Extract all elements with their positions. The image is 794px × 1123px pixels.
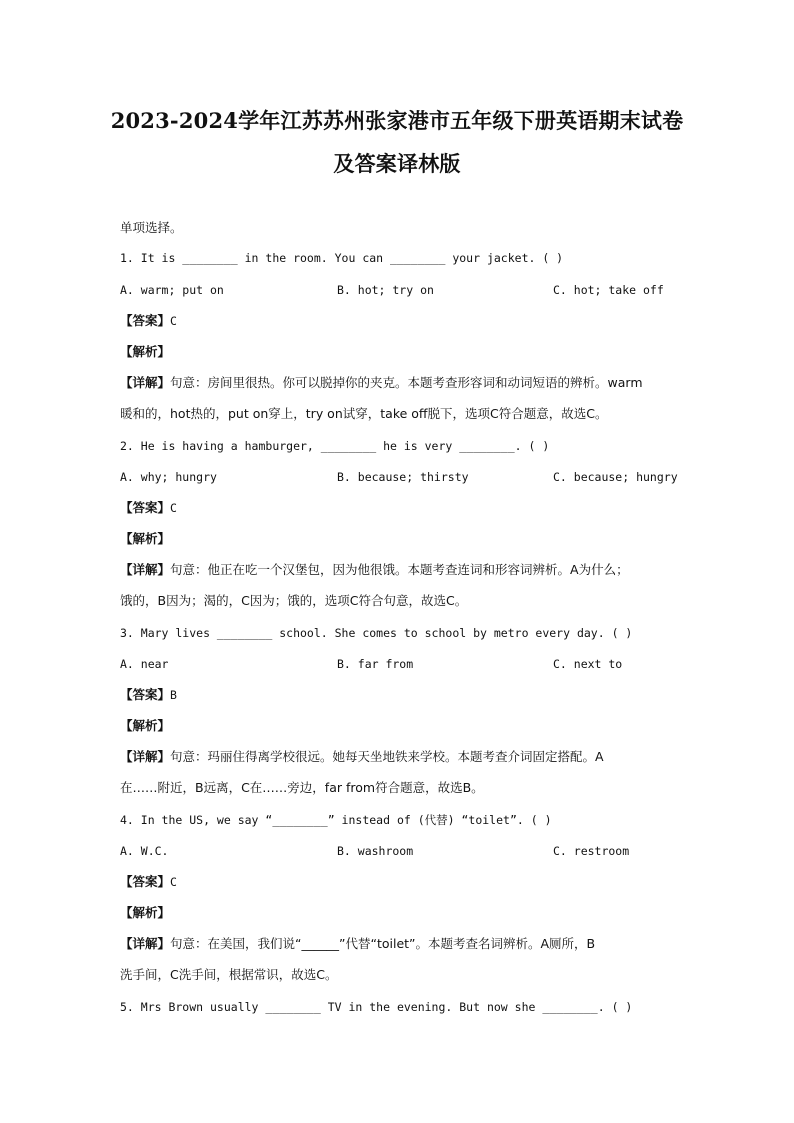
answer-label: 【答案】 xyxy=(120,687,171,702)
detail-label: 【详解】 xyxy=(120,562,171,577)
question-4-answer xyxy=(120,873,177,891)
question-3-answer xyxy=(120,686,177,704)
answer-label: 【答案】 xyxy=(120,874,171,889)
question-3-analysis: 【解析】 xyxy=(120,718,171,733)
question-3-option-c: C. next to xyxy=(553,657,623,671)
document-title-line-2: 及答案译林版 xyxy=(333,151,461,176)
question-2-option-a: A. why; hungry xyxy=(120,470,217,484)
question-1-stem: 1. It is ________ in the room. You can ________ your jacket. ( ) xyxy=(120,251,564,265)
detail-text: 句意：房间里很热。你可以脱掉你的夹克。本题考查形容词和动词短语的辨析。warm xyxy=(170,375,643,390)
answer-value: C xyxy=(170,314,177,328)
question-4-option-c: C. restroom xyxy=(553,844,630,858)
question-1-option-a: A. warm; put on xyxy=(120,283,224,297)
question-4-detail-1 xyxy=(120,935,595,953)
question-1-analysis: 【解析】 xyxy=(120,344,171,359)
question-2-detail-2: 饿的，B因为；渴的，C因为；饿的，选项C符合句意，故选C。 xyxy=(120,593,468,608)
question-3-option-a: A. near xyxy=(120,657,169,671)
question-4-option-a: A. W.C. xyxy=(120,844,169,858)
question-2-stem: 2. He is having a hamburger, ________ he is very ________. ( ) xyxy=(120,439,550,453)
question-2-analysis: 【解析】 xyxy=(120,531,171,546)
answer-value: B xyxy=(170,688,177,702)
question-4-stem: 4. In the US, we say “________” instead of (代替) “toilet”. ( ) xyxy=(120,813,552,827)
question-3-detail-2: 在……附近，B远离，C在……旁边，far from符合题意，故选B。 xyxy=(120,780,484,795)
question-3-option-b: B. far from xyxy=(337,657,414,671)
question-3-stem: 3. Mary lives ________ school. She comes to school by metro every day. ( ) xyxy=(120,626,633,640)
question-2-option-b: B. because; thirsty xyxy=(337,470,469,484)
answer-label: 【答案】 xyxy=(120,500,171,515)
section-heading: 单项选择。 xyxy=(120,220,183,235)
question-5-stem: 5. Mrs Brown usually ________ TV in the evening. But now she ________. ( ) xyxy=(120,1000,633,1014)
question-2-answer xyxy=(120,499,177,517)
question-4-option-b: B. washroom xyxy=(337,844,414,858)
question-2-detail-1 xyxy=(120,561,629,579)
document-title-line-1: 2023-2024学年江苏苏州张家港市五年级下册英语期末试卷 xyxy=(110,108,684,133)
question-4-detail-2: 洗手间，C洗手间，根据常识，故选C。 xyxy=(120,967,338,982)
question-1-detail-2: 暖和的，hot热的，put on穿上，try on试穿，take off脱下，选项C符合题意，故选C。 xyxy=(120,406,608,421)
detail-text: 句意：在美国，我们说“______”代替“toilet”。本题考查名词辨析。A厕所，B xyxy=(170,936,596,951)
detail-label: 【详解】 xyxy=(120,936,171,951)
answer-label: 【答案】 xyxy=(120,313,171,328)
question-2-option-c: C. because; hungry xyxy=(553,470,678,484)
detail-label: 【详解】 xyxy=(120,749,171,764)
question-1-option-c: C. hot; take off xyxy=(553,283,664,297)
answer-value: C xyxy=(170,501,177,515)
question-4-analysis: 【解析】 xyxy=(120,905,171,920)
question-3-detail-1 xyxy=(120,748,604,766)
question-1-option-b: B. hot; try on xyxy=(337,283,434,297)
answer-value: C xyxy=(170,875,177,889)
question-1-detail-1 xyxy=(120,374,643,392)
detail-label: 【详解】 xyxy=(120,375,171,390)
question-1-answer xyxy=(120,312,177,330)
detail-text: 句意：他正在吃一个汉堡包，因为他很饿。本题考查连词和形容词辨析。A为什么； xyxy=(170,562,629,577)
detail-text: 句意：玛丽住得离学校很远。她每天坐地铁来学校。本题考查介词固定搭配。A xyxy=(170,749,604,764)
